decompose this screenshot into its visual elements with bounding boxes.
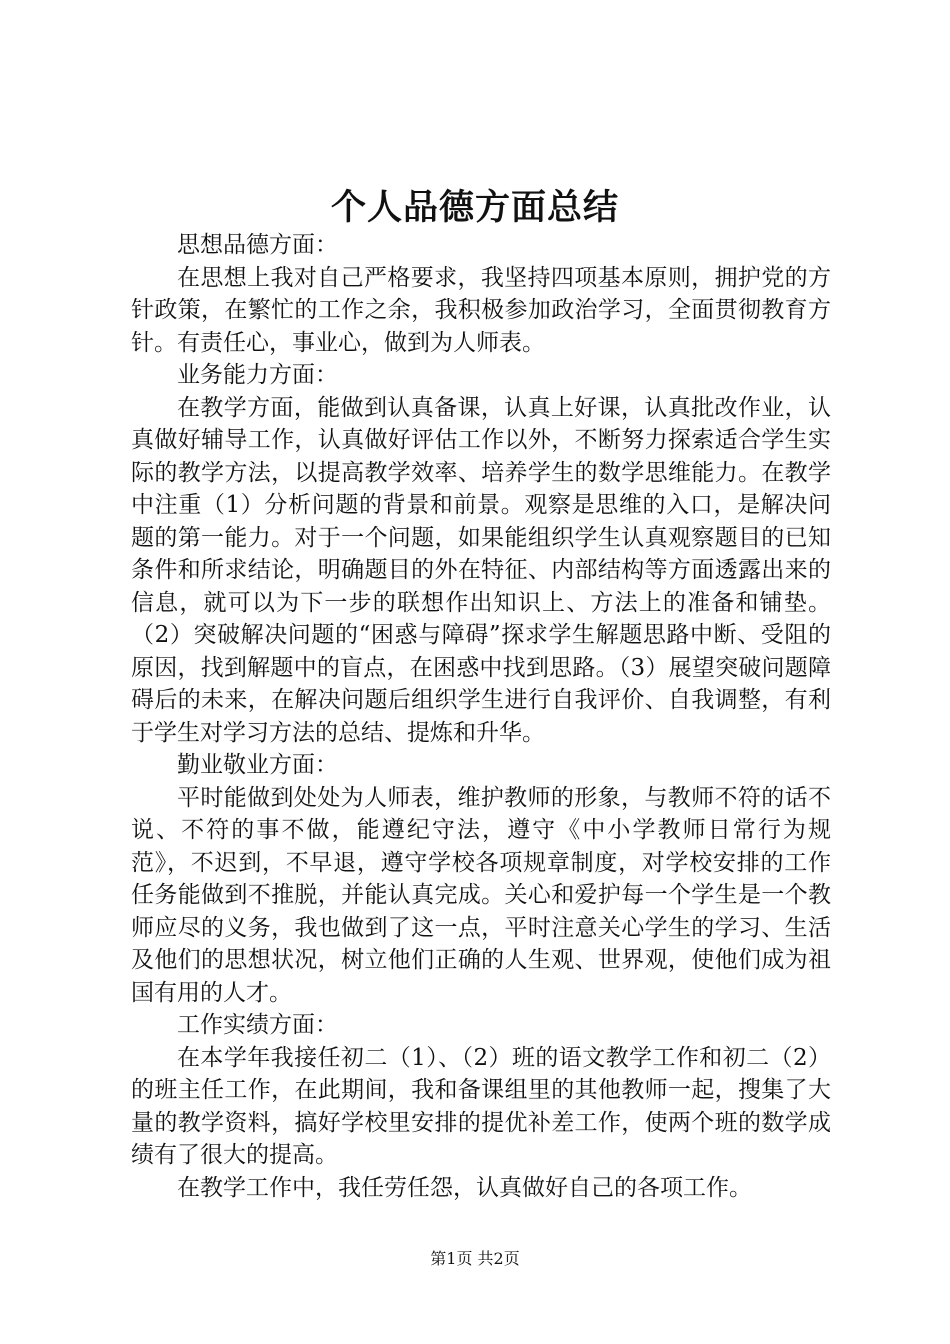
paragraph-teaching-work: 在教学工作中，我任劳任怨，认真做好自己的各项工作。 xyxy=(177,1174,752,1201)
document-body xyxy=(131,229,831,1204)
paragraph-dedication: 平时能做到处处为人师表，维护教师的形象，与教师不符的话不说、不符的事不做，能遵纪守法，遵守《中小学教师日常行为规范》，不迟到，不早退，遵守学校各项规章制度，对学校安排的工作任务能做到不推脱，并能认真完成。关心和爱护每一个学生是一个教师应尽的义务，我也做到了这一点，平时注意关心学生的学习、生活及他们的思想状况，树立他们正确的人生观、世界观，使他们成为祖国有用的人才。 xyxy=(131,784,831,1006)
paragraph-achievements: 在本学年我接任初二（1）、（2）班的语文教学工作和初二（2）的班主任工作，在此期间，我和备课组里的其他教师一起，搜集了大量的教学资料，搞好学校里安排的提优补差工作，使两个班的数学成绩有了很大的提高。 xyxy=(131,1044,831,1168)
section-heading-dedication: 勤业敬业方面： xyxy=(177,752,338,778)
page-number-footer: 第1页 共2页 xyxy=(430,1249,520,1268)
paragraph-ability: 在教学方面，能做到认真备课，认真上好课，认真批改作业，认真做好辅导工作，认真做好评估工作以外，不断努力探索适合学生实际的教学方法，以提高教学效率、培养学生的数学思维能力。在教学中注重（1）分析问题的背景和前景。观察是思维的入口，是解决问题的第一能力。对于一个问题，如果能组织学生认真观察题目的已知条件和所求结论，明确题目的外在特征、内部结构等方面透露出来的信息，就可以为下一步的联想作出知识上、方法上的准备和铺垫。（2）突破解决问题的“困惑与障碍”探求学生解题思路中断、受阻的原因，找到解题中的盲点，在困惑中找到思路。（3）展望突破问题障碍后的未来，在解决问题后组织学生进行自我评价、自我调整，有利于学生对学习方法的总结、提炼和升华。 xyxy=(131,394,831,746)
section-heading-achievements: 工作实绩方面： xyxy=(177,1012,338,1038)
document-title: 个人品德方面总结 xyxy=(330,187,619,228)
section-heading-ideology: 思想品德方面： xyxy=(177,232,338,258)
section-heading-ability: 业务能力方面： xyxy=(177,362,338,388)
paragraph-ideology: 在思想上我对自己严格要求，我坚持四项基本原则，拥护党的方针政策，在繁忙的工作之余，我积极参加政治学习，全面贯彻教育方针。有责任心，事业心，做到为人师表。 xyxy=(131,264,831,356)
